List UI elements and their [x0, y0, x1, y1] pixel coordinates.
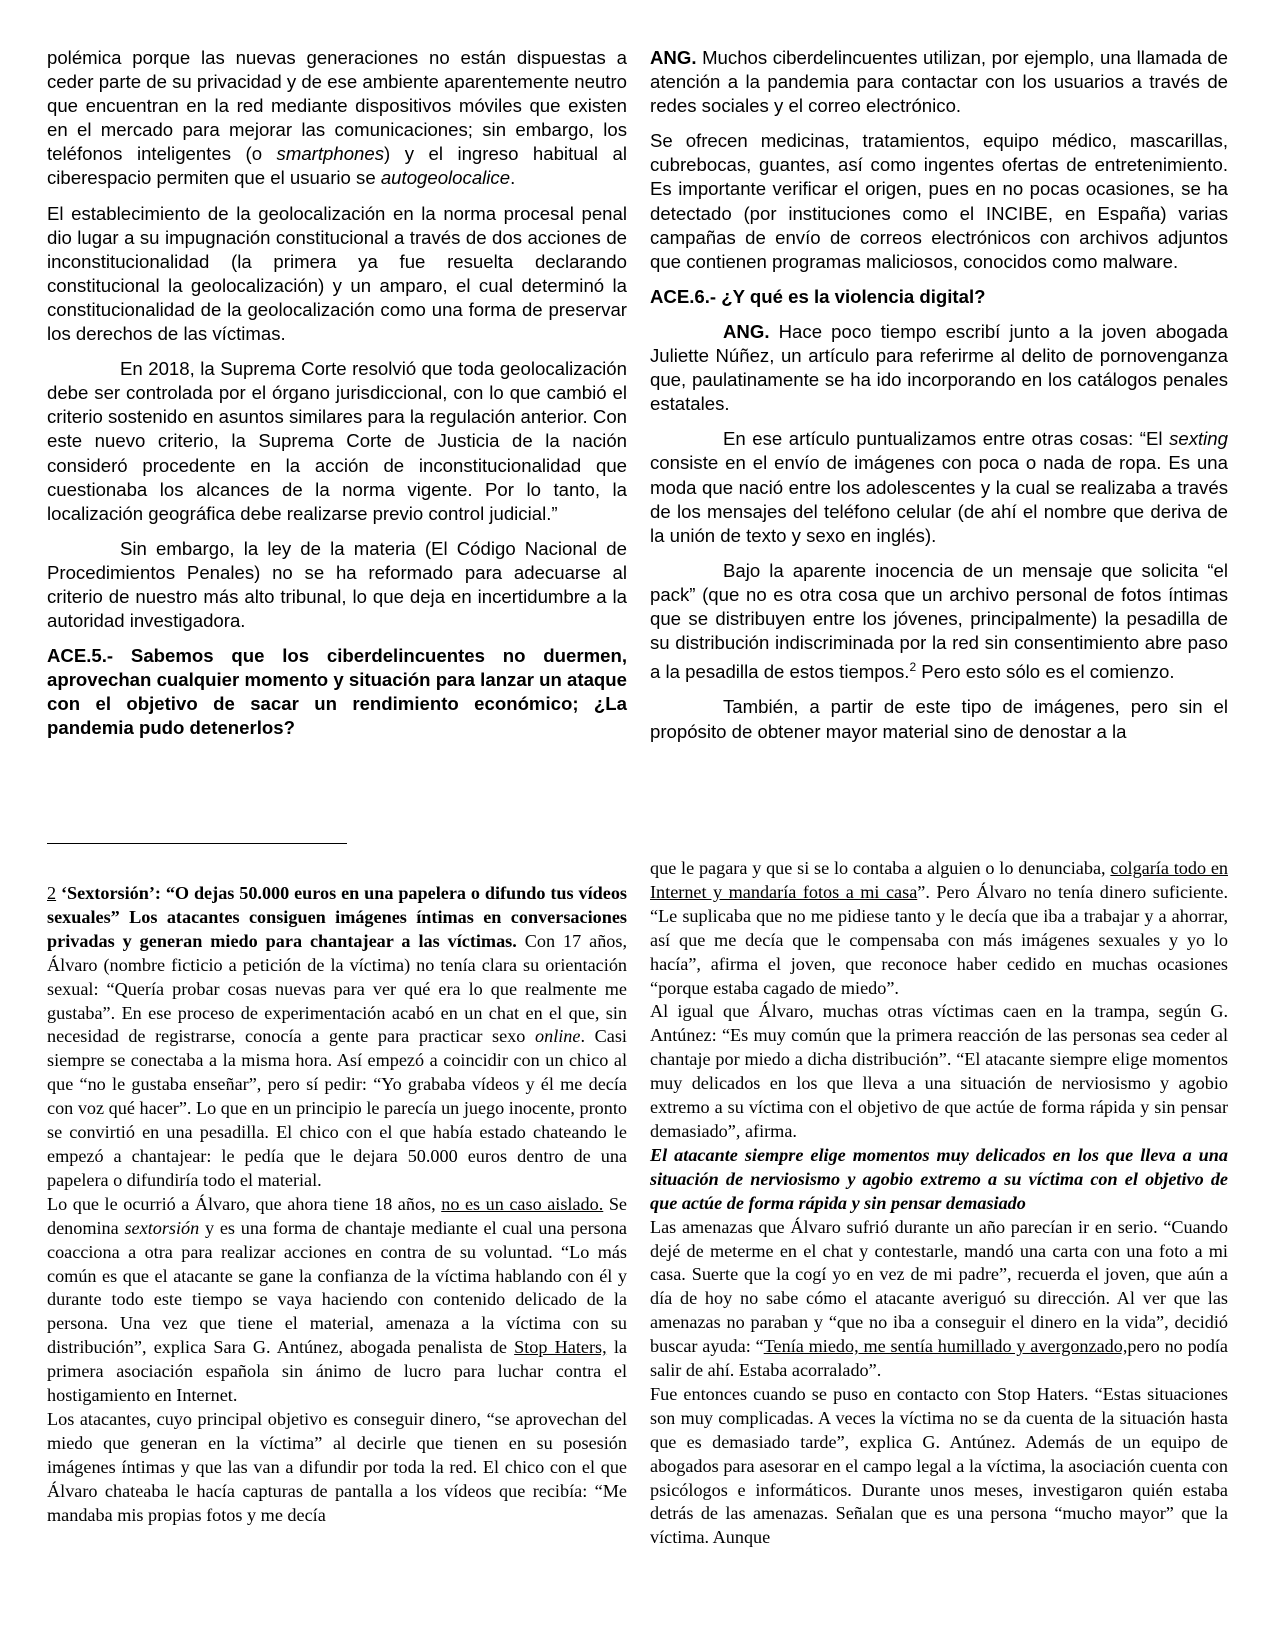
paragraph: ANG. Hace poco tiempo escribí junto a la joven abogada Juliette Núñez, un artículo para referirme al delito de pornovenganza que, paulatinamente se ha ido incorporando en los catálogos penales estatales. — [650, 320, 1228, 415]
footnote-left-column — [47, 882, 627, 1527]
paragraph: polémica porque las nuevas generaciones no están dispuestas a ceder parte de su privacidad y de ese ambiente aparentemente neutro que encuentran en la red mediante dispositivos móviles que existen en el mercado para mejorar las comunicaciones; sin embargo, los teléfonos inteligentes (o smartphones) y el ingreso habitual al ciberespacio permiten que el usuario se autogeolocalice. — [47, 47, 628, 189]
footnote-number: 2 — [47, 883, 57, 903]
paragraph: ANG. Muchos ciberdelincuentes utilizan, por ejemplo, una llamada de atención a la pandemia para contactar con los usuarios a través de redes sociales y el correo electrónico. — [650, 47, 1228, 117]
paragraph: También, a partir de este tipo de imágenes, pero sin el propósito de obtener mayor material sino de denostar a la — [650, 696, 1228, 742]
footnote-paragraph: 2 ‘Sextorsión’: “O dejas 50.000 euros en una papelera o difundo tus vídeos sexuales” Los atacantes consiguen imágenes íntimas en conversaciones privadas y generan miedo para chantajear a las víctimas. Con 17 años, Álvaro (nombre ficticio a petición de la víctima) no tenía clara su orientación sexual: “Quería probar cosas nuevas para ver qué era lo que realmente me gustaba”. En ese proceso de experimentación acabó en un chat en el que, sin necesidad de registrarse, conocía a gente para practicar sexo online. Casi siempre se conectaba a la misma hora. Así empezó a coincidir con un chico al que “no le gustaba enseñar”, pero sí pedir: “Yo grababa vídeos y él me decía con voz qué hacer”. Lo que en un principio le parecía un juego inocente, pronto se convirtió en una pesadilla. El chico con el que había estado chateando le empezó a chantajear: le pedía que le dejara 50.000 euros dentro de una papelera o difundiría todo el material. — [47, 883, 628, 1190]
top-right-column — [650, 46, 1228, 755]
footnote-paragraph: Lo que le ocurrió a Álvaro, que ahora tiene 18 años, no es un caso aislado. Se denomina sextorsión y es una forma de chantaje mediante el cual una persona coacciona a otra para realizar acciones en contra de su voluntad. “Lo más común es que el atacante se gane la confianza de la víctima hablando con él y durante todo este tiempo se vaya haciendo con contenido delicado de la persona. Una vez que tiene el material, amenaza a la víctima con su distribución”, explica Sara G. Antúnez, abogada penalista de Stop Haters, la primera asociación española sin ánimo de lucro para luchar contra el hostigamiento en Internet. — [47, 1193, 628, 1406]
paragraph: En 2018, la Suprema Corte resolvió que toda geolocalización debe ser controlada por el órgano jurisdiccional, con lo que cambió el criterio sostenido en asuntos similares para la regulación anterior. Con este nuevo criterio, la Suprema Corte de Justicia de la nación consideró procedente en la acción de inconstitucionalidad que cuestionaba los alcances de la norma vigente. Por lo tanto, la localización geográfica debe realizarse previo control judicial.” — [47, 358, 627, 524]
footnote-right-column — [650, 857, 1228, 1550]
paragraph: Bajo la aparente inocencia de un mensaje que solicita “el pack” (que no es otra cosa que un archivo personal de fotos íntimas que se distribuyen entre los jóvenes, principalmente) la pesadilla de su distribución indiscriminada por la red sin consentimiento abre paso a la pesadilla de estos tiempos.$^2$ Pero esto sólo es el comienzo. — [650, 559, 1228, 683]
paragraph: En ese artículo puntualizamos entre otras cosas: “El sexting consiste en el envío de imágenes con poca o nada de ropa. Es una moda que nació entre los adolescentes y la cual se realizaba a través de los mensajes del teléfono celular (de ahí el nombre que deriva de la unión de texto y sexo en inglés). — [650, 428, 1228, 546]
footnote-paragraph: Al igual que Álvaro, muchas otras víctimas caen en la trampa, según G. Antúnez: “Es muy común que la primera reacción de las personas sea ceder al chantaje por miedo a dicha distribución”. “El atacante siempre elige momentos muy delicados en los que lleva a una situación de nerviosismo y agobio extremo a su víctima con el objetivo de que actúe de forma rápida y sin pensar demasiado”, afirma. — [650, 1001, 1228, 1141]
paragraph: Sin embargo, la ley de la materia (El Código Nacional de Procedimientos Penales) no se ha reformado para adecuarse al criterio de nuestro más alto tribunal, lo que deja en incertidumbre a la autoridad investigadora. — [47, 537, 627, 632]
footnote-separator — [47, 843, 347, 844]
footnote-ref[interactable]: 2 — [909, 660, 917, 675]
footnote-paragraph: Las amenazas que Álvaro sufrió durante un año parecían ir en serio. “Cuando dejé de meterme en el chat y contestarle, mandó una carta con una foto a mi casa. Suerte que la cogí yo en vez de mi padre”, recuerda el joven, que aún a día de hoy no sabe cómo el atacante averiguó su dirección. Al ver que las amenazas no paraban y “que no iba a conseguir el dinero en la vida”, decidió buscar ayuda: “Tenía miedo, me sentía humillado y avergonzado,pero no podía salir de ahí. Estaba acorralado”. — [650, 1216, 1228, 1381]
top-left-column — [47, 46, 627, 752]
paragraph: Se ofrecen medicinas, tratamientos, equipo médico, mascarillas, cubrebocas, guantes, así como ingentes ofertas de entretenimiento. Es importante verificar el origen, pues en no pocas ocasiones, se ha detectado (por instituciones como el INCIBE, en España) varias campañas de envío de correos electrónicos con archivos adjuntos que contienen programas maliciosos, conocidos como malware. — [650, 130, 1228, 272]
link[interactable]: Tenía miedo, me sentía humillado y avergonzado, — [763, 1336, 1128, 1357]
footnote-paragraph: Los atacantes, cuyo principal objetivo es conseguir dinero, “se aprovechan del miedo que generan en la víctima” al decirle que tienen en su posesión imágenes íntimas y que las van a difundir por toda la red. El chico con el que Álvaro chateaba le hacía capturas de pantalla a los vídeos que recibía: “Me mandaba mis propias fotos y me decía — [47, 1408, 627, 1525]
link[interactable]: colgaría todo en Internet y mandaría fotos a mi casa — [650, 858, 1228, 902]
question-heading: ACE.5.- Sabemos que los ciberdelincuentes no duermen, aprovechan cualquier momento y situación para lanzar un ataque con el objetivo de sacar un rendimiento económico; ¿La pandemia pudo detenerlos? — [47, 645, 627, 739]
pull-quote: El atacante siempre elige momentos muy delicados en los que lleva a una situación de nerviosismo y agobio extremo a su víctima con el objetivo de que actúe de forma rápida y sin pensar demasiado — [650, 1144, 1228, 1213]
footnote-paragraph: Fue entonces cuando se puso en contacto con Stop Haters. “Estas situaciones son muy complicadas. A veces la víctima no se da cuenta de la situación hasta que es demasiado tarde”, explica G. Antúnez. Además de un equipo de abogados para asesorar en el campo legal a la víctima, la asociación cuenta con psicólogos e informáticos. Durante unos meses, investigaron quién estaba detrás de las amenazas. Señalan que es una persona “mucho mayor” que la víctima. Aunque — [650, 1383, 1228, 1548]
footnote-paragraph: que le pagara y que si se lo contaba a alguien o lo denunciaba, colgaría todo en Internet y mandaría fotos a mi casa”. Pero Álvaro no tenía dinero suficiente. “Le suplicaba que no me pidiese tanto y le decía que iba a trabajar y a ahorrar, así que me decía que le compensaba con más imágenes sexuales y yo lo hacía”, afirma el joven, que reconoce haber cedido en muchas ocasiones “porque estaba cagado de miedo”. — [650, 858, 1229, 998]
link[interactable]: Stop Haters, — [514, 1337, 607, 1358]
link[interactable]: no es un caso aislado. — [441, 1193, 604, 1214]
question-heading: ACE.6.- ¿Y qué es la violencia digital? — [650, 285, 986, 307]
paragraph: El establecimiento de la geolocalización en la norma procesal penal dio lugar a su impugnación constitucional a través de dos acciones de inconstitucionalidad (la primera ya fue resuelta declarando constitucional la geolocalización) y un amparo, el cual determinó la constitucionalidad de la geolocalización como una forma de preservar los derechos de las víctimas. — [47, 202, 627, 345]
